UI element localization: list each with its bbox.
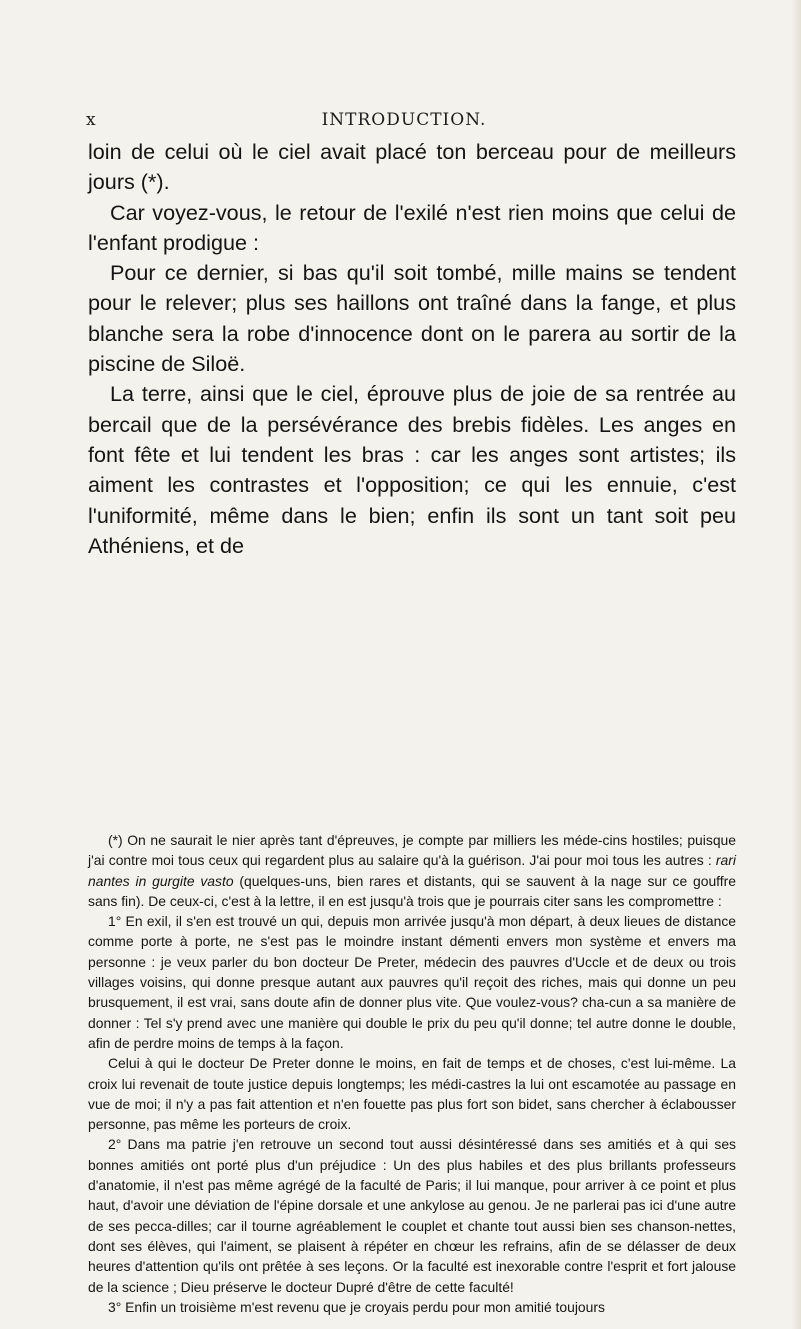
footnote-paragraph: 2° Dans ma patrie j'en retrouve un second tout aussi désintéressé dans ses amitiés et à qui ses bonnes amitiés ont porté plus d'un préjudice : Un des plus habiles et des plus brillants professeurs d'anatomie, il n'est pas même agrégé de la faculté de Paris; il lui manque, pour arriver à ce point et plus haut, d'avoir une déviation de l'épine dorsale et une ankylose au genou. Je ne parlerai pas ici d'une autre de ses pecca-dilles; car il tourne agréablement le couplet et chante tout aussi bien ses chanson-nettes, dont ses élèves, qui l'aiment, se plaisent à répéter en chœur les refrains, afin de se délasser de deux heures d'attention qu'ils ont prêtée à ses leçons. Or la faculté est inexorable contre l'esprit et fort jalouse de la science ; Dieu préserve le docteur Dupré d'être de cette faculté! — [88, 1136, 736, 1295]
latin-quote: rari nantes in gurgite vasto — [88, 852, 736, 889]
body-paragraph: La terre, ainsi que le ciel, éprouve plus de joie de sa rentrée au bercail que de la persévérance des brebis fidèles. Les anges en font fête et lui tendent les bras : car les anges sont artistes; ils aiment les contrastes et l'opposition; ce qui les ennuie, c'est l'uniformité, même dans le bien; enfin ils sont un tant soit peu Athéniens, et de — [88, 381, 736, 558]
footnote-paragraph: Celui à qui le docteur De Preter donne le moins, en fait de temps et de choses, c'est lui-même. La croix lui revenait de toute justice depuis longtemps; les médi-castres la lui ont escamotée au passage en vue de moi; il n'y a pas fait attention et n'en fouette pas plus fort son bidet, sans chercher à éclabousser personne, pas même les porteurs de croix. — [88, 1055, 736, 1133]
footnote — [88, 830, 736, 1317]
main-text — [88, 137, 736, 561]
chapter-title: INTRODUCTION. — [321, 110, 487, 130]
body-paragraph: loin de celui où le ciel avait placé ton berceau pour de meilleurs jours (*). — [88, 139, 736, 195]
footnote-intro — [88, 830, 736, 911]
body-paragraph: Car voyez-vous, le retour de l'exilé n'est rien moins que celui de l'enfant prodigue : — [88, 199, 736, 255]
page-edge-shadow — [791, 0, 801, 1329]
running-head — [64, 110, 744, 134]
footnote-paragraph: 3° Enfin un troisième m'est revenu que je croyais perdu pour mon amitié toujours — [108, 1298, 605, 1315]
footnote-intro-text: (*) On ne saurait le nier après tant d'épreuves, je compte par milliers les méde-cins hostiles; puisque j'ai contre moi tous ceux qui regardent plus au salaire qu'à la guérison. J'ai pour moi tous les autres : — [88, 832, 736, 869]
footnote-paragraph: 1° En exil, il s'en est trouvé un qui, depuis mon arrivée jusqu'à mon départ, à deux lieues de distance comme porte à porte, ne s'est pas le moindre instant démenti envers mon système et envers ma personne : je veux parler du bon docteur De Preter, médecin des pauvres d'Uccle et de deux ou trois villages voisins, qui donne presque autant aux pauvres qu'il reçoit des riches, mais qui donne un peu brusquement, il est vrai, sans doute afin de donner plus vite. Que voulez-vous? cha-cun a sa manière de donner : Tel s'y prend avec une manière qui double le prix du peu qu'il donne; tel autre donne le double, afin de perdre moins de temps à la façon. — [88, 913, 736, 1051]
page-number: x — [86, 110, 97, 130]
footnote-intro-end: (quelques-uns, bien rares et distants, qui se sauvent à la nage sur ce gouffre sans fin). De ceux-ci, c'est à la lettre, il en est jusqu'à trois que je pourrais citer sans les compromettre : — [88, 872, 736, 909]
body-paragraph: Pour ce dernier, si bas qu'il soit tombé, mille mains se tendent pour le relever; plus ses haillons ont traîné dans la fange, et plus blanche sera la robe d'innocence dont on le parera au sortir de la piscine de Siloë. — [88, 260, 736, 377]
